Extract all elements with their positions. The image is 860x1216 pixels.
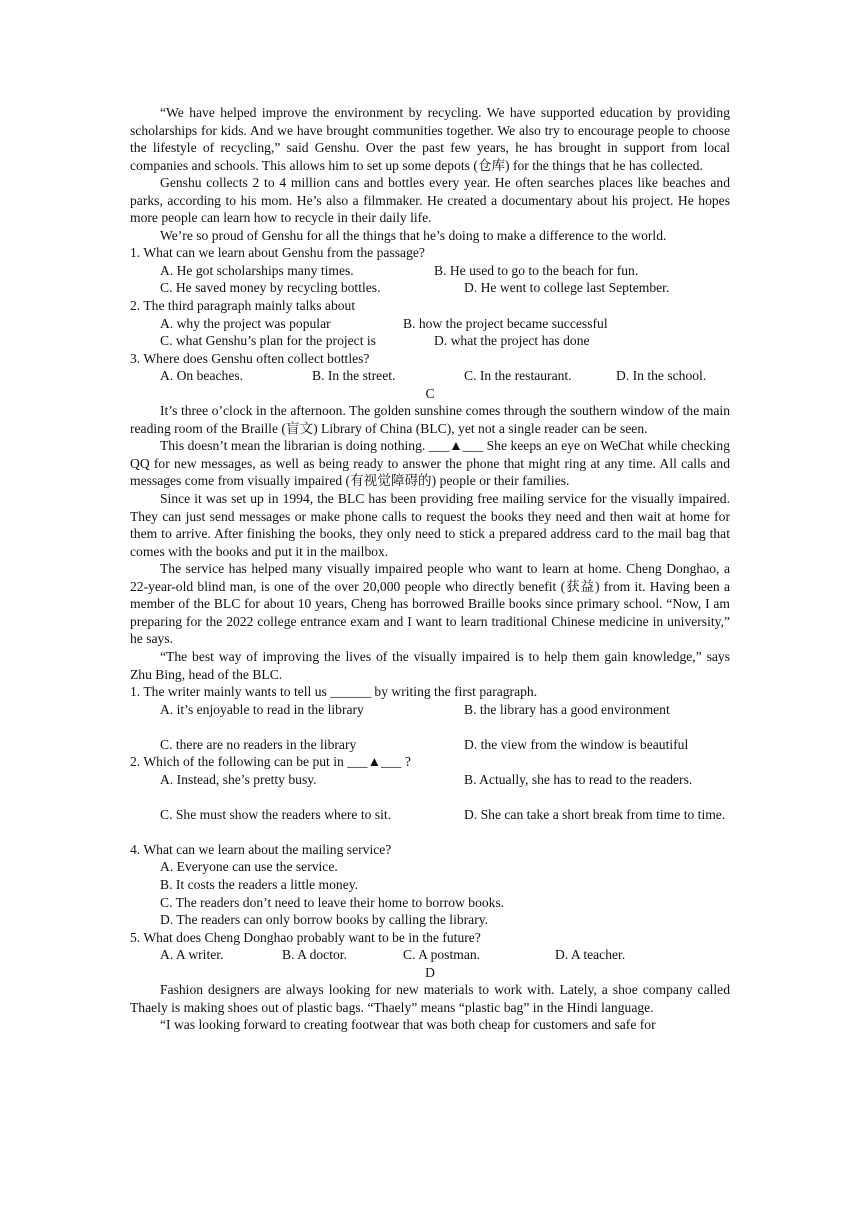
option-c: C. He saved money by recycling bottles.: [160, 280, 381, 296]
option-d: D. She can take a short break from time to time.: [464, 806, 726, 822]
document-page: [130, 104, 730, 1034]
option-d: D. A teacher.: [555, 947, 626, 963]
option-d: D. He went to college last September.: [464, 280, 670, 296]
paragraph: “I was looking forward to creating footwear that was both cheap for customers and safe for: [160, 1017, 656, 1033]
paragraph: The service has helped many visually impaired people who want to learn at home. Cheng Donghao, a 22-year-old blind man, is one of the over 20,000 people who directly benefit (获益) from it. Having been a member of the BLC for about 10 years, Cheng has borrowed Braille books since primary school. “Now, I am preparing for the 2022 college entrance exam and I want to learn traditional Chinese medicine in university,” he says.: [130, 561, 730, 647]
option-c: C. She must show the readers where to sit.: [160, 806, 392, 822]
option-b: B. Actually, she has to read to the readers.: [464, 771, 693, 787]
option-a: A. it’s enjoyable to read in the library: [160, 701, 364, 717]
paragraph: “We have helped improve the environment by recycling. We have supported education by providing scholarships for kids. And we have brought communities together. We also try to encourage people to choose the lifestyle of recycling,” said Genshu. Over the past few years, he has brought in support from local companies and schools. This allows him to set up some depots (仓库) for the things that he has collected.: [130, 105, 730, 173]
option-row: [130, 332, 730, 350]
section-heading-d: D: [425, 964, 435, 980]
section-heading-c: C: [425, 385, 435, 401]
option-c: C. there are no readers in the library: [160, 736, 357, 752]
paragraph: Since it was set up in 1994, the BLC has been providing free mailing service for the visually impaired. They can just send messages or make phone calls to request the books they need and then wait at home for them to arrive. After finishing the books, they only need to stick a prepared address card to the mail bag that comes with the books and put it in the mailbox.: [130, 491, 730, 559]
question-stem: 2. The third paragraph mainly talks about: [130, 298, 356, 314]
option-row: [130, 946, 730, 964]
option-b: B. In the street.: [312, 368, 396, 384]
option-row: [130, 736, 730, 754]
question-stem: 1. The writer mainly wants to tell us ______ by writing the first paragraph.: [130, 684, 538, 700]
paragraph: Genshu collects 2 to 4 million cans and bottles every year. He often searches places like beaches and parks, according to his mom. He’s also a filmmaker. He created a documentary about his project. He hopes more people can learn how to recycle in their daily life.: [130, 175, 730, 226]
option-d: D. In the school.: [616, 368, 707, 384]
option-d: D. what the project has done: [434, 333, 590, 349]
option-a: A. why the project was popular: [160, 315, 331, 331]
option-c: C. The readers don’t need to leave their home to borrow books.: [160, 894, 505, 910]
option-row: [130, 701, 730, 719]
paragraph: “The best way of improving the lives of the visually impaired is to help them gain knowledge,” says Zhu Bing, head of the BLC.: [130, 648, 730, 682]
option-row: [130, 771, 730, 789]
option-b: B. He used to go to the beach for fun.: [434, 262, 639, 278]
option-c: C. A postman.: [403, 947, 481, 963]
paragraph: Fashion designers are always looking for new materials to work with. Lately, a shoe company called Thaely is making shoes out of plastic bags. “Thaely” means “plastic bag” in the Hindi language.: [130, 982, 730, 1015]
option-d: D. the view from the window is beautiful: [464, 736, 689, 752]
question-stem: 4. What can we learn about the mailing service?: [130, 841, 392, 857]
option-b: B. A doctor.: [282, 947, 347, 963]
option-b: B. how the project became successful: [403, 315, 608, 331]
option-c: C. what Genshu’s plan for the project is: [160, 333, 376, 349]
question-stem: 1. What can we learn about Genshu from the passage?: [130, 245, 425, 261]
option-b: B. It costs the readers a little money.: [160, 876, 359, 892]
option-a: A. A writer.: [160, 947, 224, 963]
question-stem: 2. Which of the following can be put in ___▲___ ?: [130, 754, 411, 770]
option-row: [130, 806, 730, 841]
option-a: A. Everyone can use the service.: [160, 859, 338, 875]
option-row: [130, 279, 730, 297]
paragraph: It’s three o’clock in the afternoon. The golden sunshine comes through the southern window of the main reading room of the Braille (盲文) Library of China (BLC), yet not a single reader can be seen.: [130, 403, 730, 436]
option-a: A. Instead, she’s pretty busy.: [160, 771, 317, 787]
option-row: [130, 315, 730, 333]
option-d: D. The readers can only borrow books by calling the library.: [160, 912, 489, 928]
paragraph: This doesn’t mean the librarian is doing nothing. ___▲___ She keeps an eye on WeChat while checking QQ for new messages, as well as being ready to answer the phone that might ring at any time. All calls and messages come from visually impaired (有视觉障碍的) people or their families.: [130, 438, 730, 489]
option-row: [130, 367, 730, 385]
option-a: A. He got scholarships many times.: [160, 262, 354, 278]
option-a: A. On beaches.: [160, 368, 244, 384]
question-stem: 5. What does Cheng Donghao probably want to be in the future?: [130, 929, 481, 945]
option-row: [130, 262, 730, 280]
question-stem: 3. Where does Genshu often collect bottles?: [130, 350, 370, 366]
paragraph: We’re so proud of Genshu for all the things that he’s doing to make a difference to the world.: [160, 227, 667, 243]
option-c: C. In the restaurant.: [464, 368, 572, 384]
option-b: B. the library has a good environment: [464, 701, 670, 717]
